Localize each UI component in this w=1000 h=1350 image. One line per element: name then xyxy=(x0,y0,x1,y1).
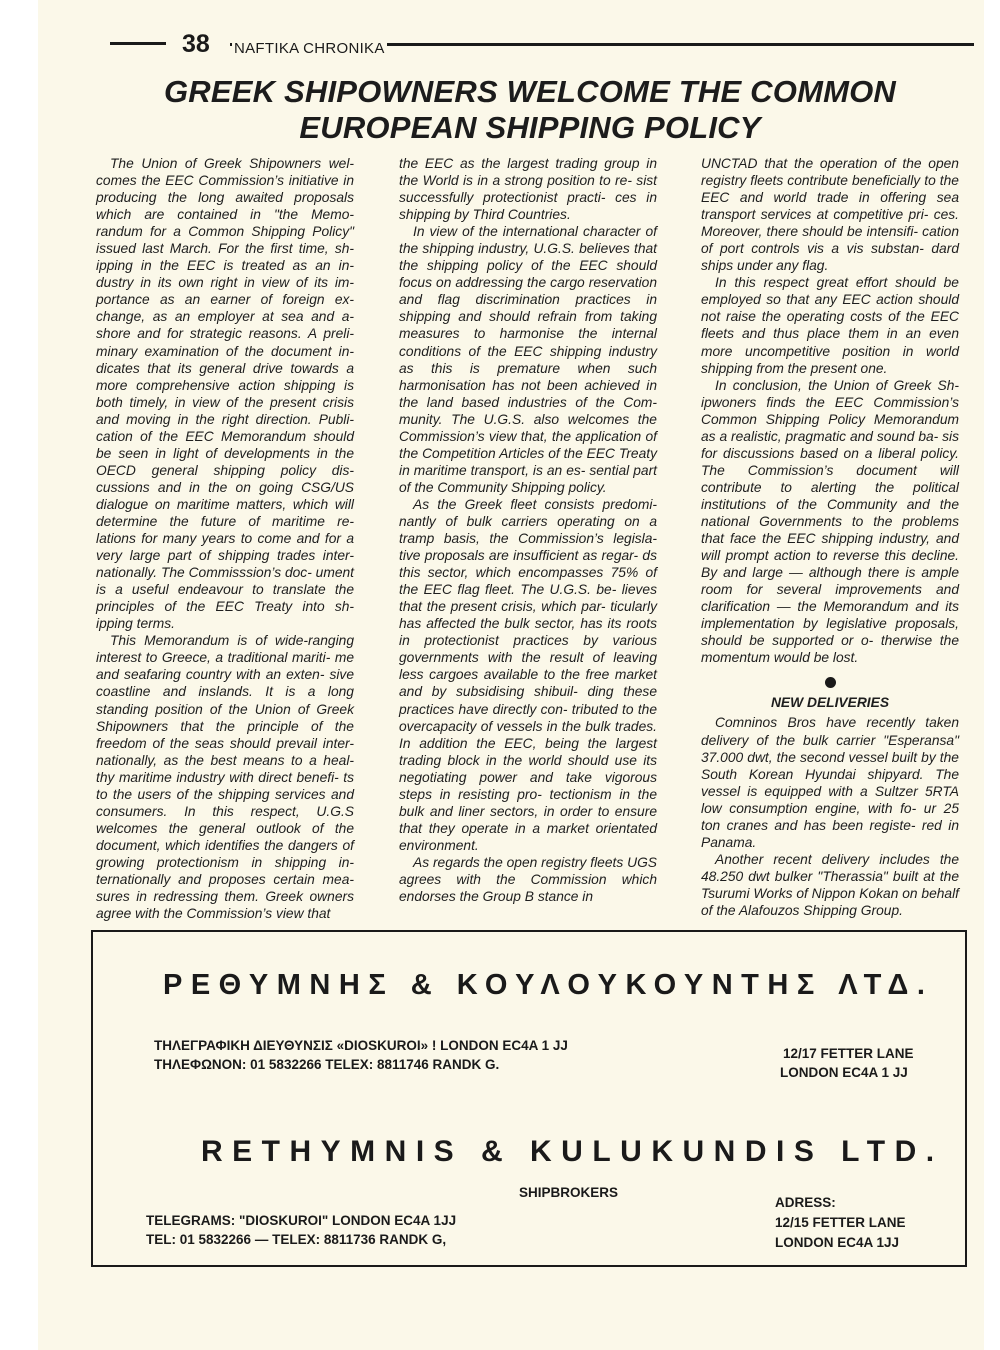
headline-line-2: EUROPEAN SHIPPING POLICY xyxy=(299,110,761,145)
paragraph: In view of the international character of the shipping industry, U.G.S. believes that the shipping policy of the EEC should focus on addressing the cargo reservation and flag discrimination practices in shipping and should refrain from taking measures to harmonise the internal conditions of the EEC shipping industry as this is premature when such harmonisation has not been achieved in the land based industries of the Com- munity. The U.G.S. also welcomes the Commission’s view that, the application of the Competition Articles of the EEC Treaty in maritime transport, is an es- sential part of the Community Shipping policy. xyxy=(399,224,657,495)
article-column-1 xyxy=(96,155,354,922)
publication-title: NAFTIKA CHRONIKA xyxy=(234,40,385,57)
shipbroker-advertisement xyxy=(91,930,967,1267)
paragraph: In conclusion, the Union of Greek Sh- ipwoners finds the EEC Commission’s Common Shipping Policy Memorandum as a realistic, pragmatic and sound ba- sis for discussions based on a liberal policy. The Commission’s document will contribute to alerting the political institutions of the Community and the national Governments to the problems that face the EEC shipping industry, and will prompt action to reverse this decline. By and large — although there is ample room for several improvements and clarification — the Memorandum and its implementation by legislative proposals, should be supported or o- therwise the momentum would be lost. xyxy=(701,377,959,666)
company-name-latin: RETHYMNIS & KULUKUNDIS LTD. xyxy=(201,1135,944,1168)
company-name-greek: ΡΕΘΥΜΝΗΣ & ΚΟΥΛΟΥΚΟΥΝΤΗΣ ΛΤΔ. xyxy=(163,969,934,1001)
paragraph: Another recent delivery includes the 48.250 dwt bulker "Therassia" built at the Tsurumi Works of Nippon Kokan on behalf of the Alafouzos Shipping Group. xyxy=(701,851,959,918)
adress-line-1: 12/15 FETTER LANE xyxy=(775,1215,906,1230)
office-address-line-2: LONDON EC4A 1 JJ xyxy=(780,1065,908,1080)
paragraph: The Union of Greek Shipowners wel- comes the EEC Commission’s initiative in producing the long awaited proposals which are contained in "the Memo- randum for a Common Shipping Policy" issued last March. For the first time, sh- ipping in the EEC is treated as an in- dustry in its own right in view of its im- portance as an earner of foreign ex- change, as an employer at sea and a- shore and for strategic reasons. A preli- minary examination of the document in- dicates that its general drive towards a more comprehensive action shipping is both timely, in view of the present crisis and moving in the right direction. Publi- cation of the EEC Memorandum should be seen in light of developments in the OECD general shipping policy dis- cussions and in the on going CSG/US dialogue on maritime matters, which will determine the future of maritime re- lations for many years to come and for a very large part of shipping trades inter- nationally. The Commisssion’s doc- ument is a useful endeavour to translate the principles of the EEC Treaty into sh- ipping terms. xyxy=(96,156,354,632)
tel-telex-line: TEL: 01 5832266 — TELEX: 8811736 RANDK G, xyxy=(146,1232,447,1247)
article-headline xyxy=(100,74,960,146)
adress-label: ADRESS: xyxy=(775,1195,836,1210)
paragraph: In this respect great effort should be employed so that any EEC action should not raise the operating costs of the EEC fleets and thus place them in an even more uncompetitive position in world shipping from the present one. xyxy=(701,275,959,376)
page-number: 38 xyxy=(182,30,210,58)
office-address-line-1: 12/17 FETTER LANE xyxy=(783,1046,914,1061)
section-heading: NEW DELIVERIES xyxy=(770,695,890,711)
paragraph: the EEC as the largest trading group in the World is in a strong position to re- sist successfully protectionist practi- ces in shipping by Third Countries. xyxy=(399,156,657,223)
article-column-2 xyxy=(399,155,657,905)
bullet-dot-icon xyxy=(825,677,836,688)
paragraph: UNCTAD that the operation of the open registry fleets contribute beneficially to the EEC and world trade in offering sea transport services at competitive pri- ces. Moreover, there should be intensifi- cation of port controls vis a vis substan- dard ships under any flag. xyxy=(701,156,959,274)
telephone-greek: ΤΗΛΕΦΩΝΟΝ: 01 5832266 TELEX: 8811746 RANDK G. xyxy=(154,1057,500,1072)
company-subtitle: SHIPBROKERS xyxy=(519,1185,619,1200)
telegrams-line: TELEGRAMS: "DIOSKUROI" LONDON EC4A 1JJ xyxy=(146,1213,457,1228)
paragraph: This Memorandum is of wide-ranging interest to Greece, a traditional mariti- me and seafaring country with an exten- sive coastline and inslands. It is a long standing position of the Union of Greek Shipowners that the principle of the freedom of the seas should prevail inter- nationally, as the best means to a heal- thy maritime industry with direct benefi- ts to the users of the shipping services and consumers. In this respect, U.G.S welcomes the general outlook of the document, which identifies the dangers of growing protectionism in shipping in- ternationally and proposes certain mea- sures in redressing them. Greek owners agree with the Commission’s view that xyxy=(96,633,354,922)
telegraph-address-greek: ΤΗΛΕΓΡΑΦΙΚΗ ΔΙΕΥΘΥΝΣΙΣ «DIOSKUROI» ! LONDON EC4A 1 JJ xyxy=(154,1038,568,1053)
paragraph: Comninos Bros have recently taken delivery of the bulk carrier "Esperansa" 37.000 dwt, the second vessel built by the South Korean Hyundai shipyard. The vessel is equipped with a Sultzer 5RTA low consumption engine, with fo- ur 25 ton cranes and has been registe- red in Panama. xyxy=(701,715,959,850)
paragraph: As regards the open registry fleets UGS agrees with the Commission which endorses the Group B stance in xyxy=(399,854,657,905)
headline-line-1: GREEK SHIPOWNERS WELCOME THE COMMON xyxy=(163,74,897,109)
header-rule-left xyxy=(110,42,166,45)
article-column-3 xyxy=(701,155,959,919)
paragraph: As the Greek fleet consists predomi- nantly of bulk carriers operating on a tramp basis, the Commission’s legisla- tive proposals are insufficient as regar- ds this sector, which encompasses 75% of the EEC flag fleet. The U.G.S. be- lieves that the present crisis, which par- ticularly has affected the bulk sector, has its roots in protectionist practices by various governments with the result of leaving less cargoes available to the free market and by subsidising shibuil- ding these practices have directly con- tributed to the overcapacity of vessels in the bulk trades. In addition the EEC, being the largest trading block in the world should use its negotiating power and take vigorous steps in resisting pro- tectionism in the bulk and liner sectors, in order to ensure that they operate in a market orientated environment. xyxy=(399,496,657,853)
adress-line-2: LONDON EC4A 1JJ xyxy=(775,1235,900,1250)
